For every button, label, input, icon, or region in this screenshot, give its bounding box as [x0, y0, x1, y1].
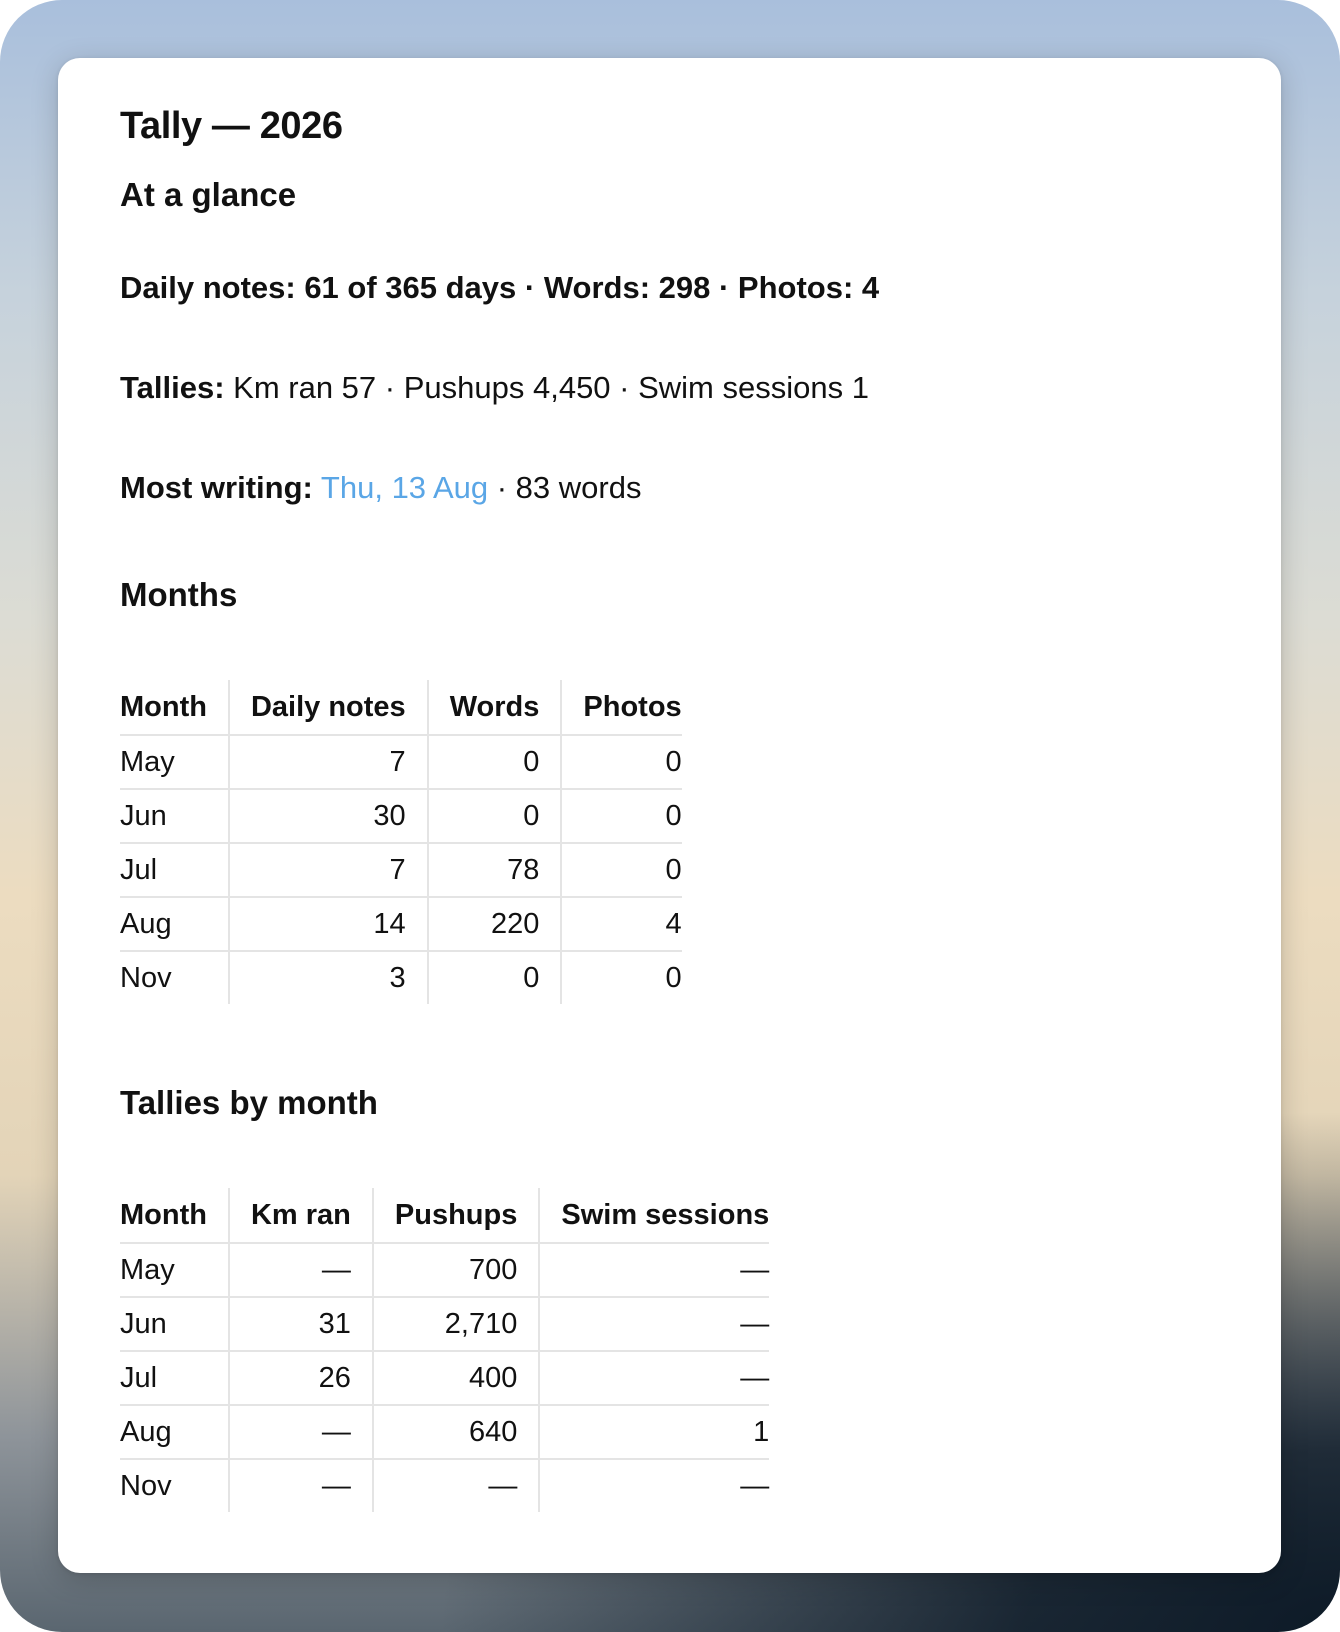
pushups-cell: 400 [373, 1351, 539, 1405]
tallies-label: Tallies: [120, 370, 225, 405]
daily-notes-cell: 30 [229, 789, 428, 843]
photos-cell: 0 [561, 735, 681, 789]
table-row [120, 1243, 769, 1297]
table-row [120, 1297, 769, 1351]
month-cell: Jun [120, 789, 229, 843]
month-cell: Jul [120, 1351, 229, 1405]
words-cell: 0 [428, 951, 562, 1004]
months-heading: Months [120, 576, 238, 613]
photos-cell: 0 [561, 843, 681, 897]
photos-cell: 4 [561, 897, 681, 951]
page-title: Tally — 2026 [120, 105, 343, 147]
most-writing-date-link[interactable]: Thu, 13 Aug [320, 470, 489, 505]
words-cell: 220 [428, 897, 562, 951]
words-cell: 78 [428, 843, 562, 897]
report-content [120, 102, 1241, 1512]
tallies-by-month-heading: Tallies by month [120, 1084, 378, 1121]
km-ran-cell: — [229, 1243, 373, 1297]
swim-sessions-cell: — [539, 1297, 769, 1351]
km-ran-cell: 26 [229, 1351, 373, 1405]
photos-cell: 0 [561, 951, 681, 1004]
km-ran-cell: — [229, 1405, 373, 1459]
tallies-table [120, 1188, 769, 1512]
daily-notes-cell: 7 [229, 843, 428, 897]
month-cell: Nov [120, 961, 172, 994]
km-ran-cell: 31 [229, 1297, 373, 1351]
daily-notes-cell: 14 [229, 897, 428, 951]
table-row [120, 897, 682, 951]
tallies-value: Km ran 57 · Pushups 4,450 · Swim sessions 1 [233, 370, 869, 405]
col-header: Month [120, 1188, 229, 1243]
photos-cell: 0 [561, 789, 681, 843]
at-a-glance-heading: At a glance [120, 176, 297, 213]
km-ran-cell: — [229, 1459, 373, 1512]
report-card [58, 58, 1281, 1573]
col-header: Pushups [373, 1188, 539, 1243]
pushups-cell: 700 [373, 1243, 539, 1297]
swim-sessions-cell: — [539, 1351, 769, 1405]
months-header-row [120, 680, 682, 735]
summary-line: Daily notes: 61 of 365 days · Words: 298 · Photos: 4 [120, 270, 880, 305]
month-cell: Jul [120, 843, 229, 897]
month-cell: Jun [120, 1297, 229, 1351]
swim-sessions-cell: — [539, 1459, 769, 1512]
table-row [120, 1405, 769, 1459]
month-cell: Aug [120, 897, 229, 951]
words-cell: 0 [428, 735, 562, 789]
table-row [120, 951, 682, 1004]
month-cell: Nov [120, 1469, 172, 1502]
daily-notes-cell: 3 [229, 951, 428, 1004]
table-row [120, 789, 682, 843]
tallies-header-row [120, 1188, 769, 1243]
words-cell: 0 [428, 789, 562, 843]
month-cell: May [120, 735, 229, 789]
swim-sessions-cell: — [539, 1243, 769, 1297]
col-header: Month [120, 680, 229, 735]
pushups-cell: 640 [373, 1405, 539, 1459]
col-header: Words [428, 680, 562, 735]
tallies-line [120, 368, 1241, 408]
most-writing-line [120, 468, 1241, 508]
swim-sessions-cell: 1 [539, 1405, 769, 1459]
table-row [120, 1459, 769, 1512]
pushups-cell: — [373, 1459, 539, 1512]
month-cell: Aug [120, 1405, 229, 1459]
col-header: Daily notes [229, 680, 428, 735]
month-cell: May [120, 1243, 229, 1297]
daily-notes-cell: 7 [229, 735, 428, 789]
col-header: Photos [561, 680, 681, 735]
table-row [120, 1351, 769, 1405]
col-header: Km ran [229, 1188, 373, 1243]
most-writing-count: · 83 words [496, 470, 642, 505]
most-writing-label: Most writing: [120, 470, 313, 505]
pushups-cell: 2,710 [373, 1297, 539, 1351]
table-row [120, 843, 682, 897]
months-table [120, 680, 682, 1004]
table-row [120, 735, 682, 789]
col-header: Swim sessions [539, 1188, 769, 1243]
